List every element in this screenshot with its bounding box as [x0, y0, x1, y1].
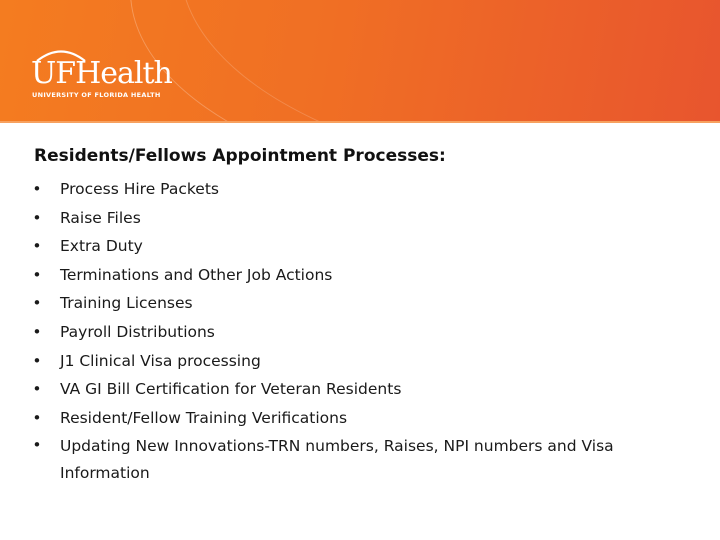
bullet-icon: • [32, 380, 42, 399]
banner-divider [0, 121, 720, 123]
list-item-text: Extra Duty [60, 237, 143, 256]
process-list [30, 175, 670, 487]
list-item [30, 175, 670, 204]
list-item-text: Raise Files [60, 208, 141, 227]
uf-health-logo [31, 46, 171, 104]
list-item-text: Process Hire Packets [60, 180, 219, 198]
list-item [30, 289, 670, 318]
list-item [30, 318, 670, 347]
bullet-icon: • [32, 180, 42, 198]
list-item [30, 261, 670, 290]
list-item [30, 232, 670, 261]
list-item [30, 432, 670, 487]
list-item [30, 404, 670, 433]
list-item-text: Training Licenses [60, 294, 193, 313]
list-item-text: Payroll Distributions [60, 322, 215, 341]
bullet-icon: • [32, 322, 42, 341]
bullet-icon: • [32, 294, 42, 313]
list-item-text: Terminations and Other Job Actions [60, 265, 333, 284]
logo-subtitle: UNIVERSITY OF FLORIDA HEALTH [32, 91, 161, 99]
list-item-text: VA GI Bill Certification for Veteran Residents [60, 380, 402, 399]
header-banner [0, 0, 720, 121]
bullet-icon: • [32, 351, 42, 370]
bullet-icon: • [32, 408, 42, 427]
bullet-icon: • [32, 208, 42, 227]
logo-wordmark: UFHealth [31, 56, 172, 91]
list-item-text: J1 Clinical Visa processing [60, 351, 261, 370]
slide-title: Residents/Fellows Appointment Processes: [34, 146, 446, 166]
list-item-text: Resident/Fellow Training Verifications [60, 408, 348, 427]
list-item [30, 347, 670, 376]
list-item [30, 375, 670, 404]
list-item [30, 204, 670, 233]
bullet-icon: • [32, 237, 42, 256]
list-item-text: Updating New Innovations-TRN numbers, Raises, NPI numbers and Visa Information [60, 437, 614, 483]
bullet-icon: • [32, 436, 42, 455]
bullet-icon: • [32, 265, 42, 284]
